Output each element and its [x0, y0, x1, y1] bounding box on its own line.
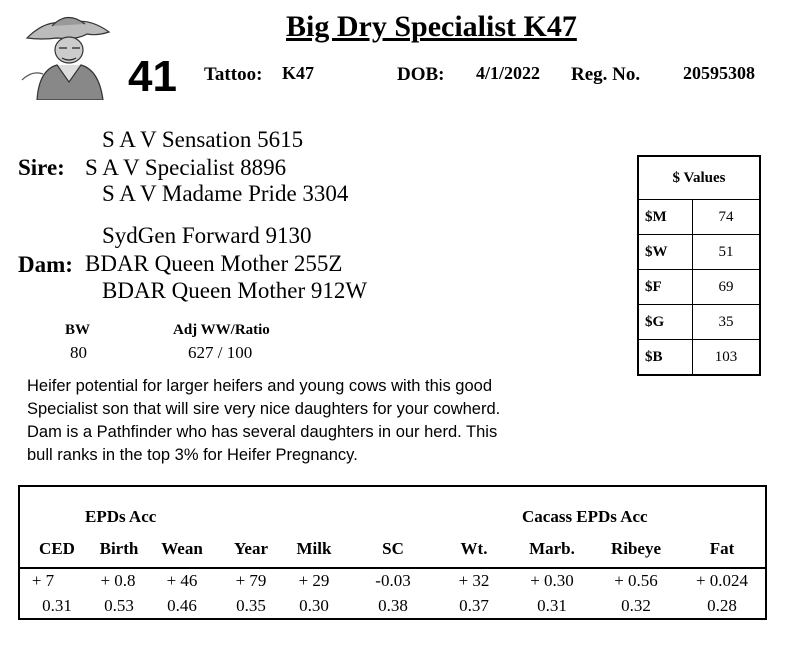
sire-dam: S A V Madame Pride 3304: [102, 181, 349, 206]
epd-value: + 7: [31, 571, 55, 590]
tattoo-label: Tattoo:: [204, 64, 263, 85]
reg-label: Reg. No.: [571, 64, 641, 85]
epd-value: + 0.30: [530, 571, 574, 590]
dob-label: DOB:: [397, 64, 445, 85]
epd-col-header: Fat: [709, 539, 735, 558]
epd-accuracy: 0.30: [299, 596, 329, 615]
epd-accuracy: 0.46: [167, 596, 197, 615]
epd-value: + 0.8: [100, 571, 136, 590]
dollar-value-key: $G: [638, 305, 692, 340]
epd-col-header: Ribeye: [610, 539, 662, 558]
bw-value: 80: [70, 343, 87, 362]
dam-sire: SydGen Forward 9130: [102, 223, 312, 248]
sire-label: Sire:: [18, 155, 65, 180]
sire-sire: S A V Sensation 5615: [102, 127, 304, 152]
epd-accuracy: 0.35: [236, 596, 266, 615]
adj-ww-value: 627 / 100: [188, 343, 253, 362]
dollar-value-row: [638, 270, 760, 305]
sire-name: S A V Specialist 8896: [85, 155, 287, 180]
epd-col-header: Birth: [99, 539, 139, 558]
dollar-value-key: $F: [638, 270, 692, 305]
reg-value: 20595308: [683, 63, 755, 83]
epd-col-header: Year: [234, 539, 268, 558]
dollar-value-number: 74: [692, 200, 760, 235]
epd-accuracy: 0.31: [537, 596, 567, 615]
epd-value: + 32: [458, 571, 490, 590]
dollar-value-row: [638, 305, 760, 340]
epd-header: [20, 487, 765, 569]
dollar-value-key: $W: [638, 235, 692, 270]
cowboy-logo-image: [17, 10, 117, 100]
dollar-value-row: [638, 340, 760, 376]
dollar-value-number: 69: [692, 270, 760, 305]
dollar-value-number: 35: [692, 305, 760, 340]
epd-accuracy: 0.53: [104, 596, 134, 615]
adj-ww-label: Adj WW/Ratio: [173, 322, 270, 338]
epd-value: + 29: [298, 571, 330, 590]
epd-col-header: Milk: [296, 539, 332, 558]
dollar-value-number: 103: [692, 340, 760, 376]
dollar-value-key: $B: [638, 340, 692, 376]
description-text: Heifer potential for larger heifers and young cows with this good Specialist son that will sire very nice daughters for your cowherd. Dam is a Pathfinder who has several daughters in our herd. This bull ranks in the top 3% for Heifer Pregnancy.: [27, 377, 501, 464]
carcass-epd-group-label: Cacass EPDs Acc: [522, 507, 648, 526]
epd-value: + 0.56: [614, 571, 658, 590]
dollar-values-title: $ Values: [638, 156, 760, 200]
epd-table: [18, 485, 767, 620]
epd-col-header: SC: [382, 539, 404, 558]
epd-value: + 79: [235, 571, 267, 590]
epd-accuracy: 0.38: [378, 596, 408, 615]
epd-col-header: Wean: [161, 539, 203, 558]
epd-accuracy: 0.32: [621, 596, 651, 615]
animal-title: Big Dry Specialist K47: [286, 10, 577, 43]
epd-accuracy: 0.37: [459, 596, 489, 615]
epd-value: -0.03: [375, 571, 411, 590]
dam-label: Dam:: [18, 252, 73, 277]
epd-col-header: CED: [39, 539, 75, 558]
dam-dam: BDAR Queen Mother 912W: [102, 278, 368, 303]
epd-col-header: Marb.: [529, 539, 575, 558]
dollar-value-number: 51: [692, 235, 760, 270]
dob-value: 4/1/2022: [476, 63, 541, 83]
epd-value: + 46: [166, 571, 198, 590]
dollar-values-table: [637, 155, 761, 376]
lot-number: 41: [128, 52, 177, 101]
dollar-value-key: $M: [638, 200, 692, 235]
bw-label: BW: [65, 322, 91, 338]
dollar-value-row: [638, 200, 760, 235]
tattoo-value: K47: [282, 63, 315, 83]
epd-accuracy: 0.28: [707, 596, 737, 615]
dam-name: BDAR Queen Mother 255Z: [85, 251, 343, 276]
epd-accuracy: 0.31: [42, 596, 72, 615]
dollar-value-row: [638, 235, 760, 270]
epd-col-header: Wt.: [460, 539, 488, 558]
epd-group-label: EPDs Acc: [85, 507, 157, 526]
epd-value: + 0.024: [695, 571, 749, 590]
